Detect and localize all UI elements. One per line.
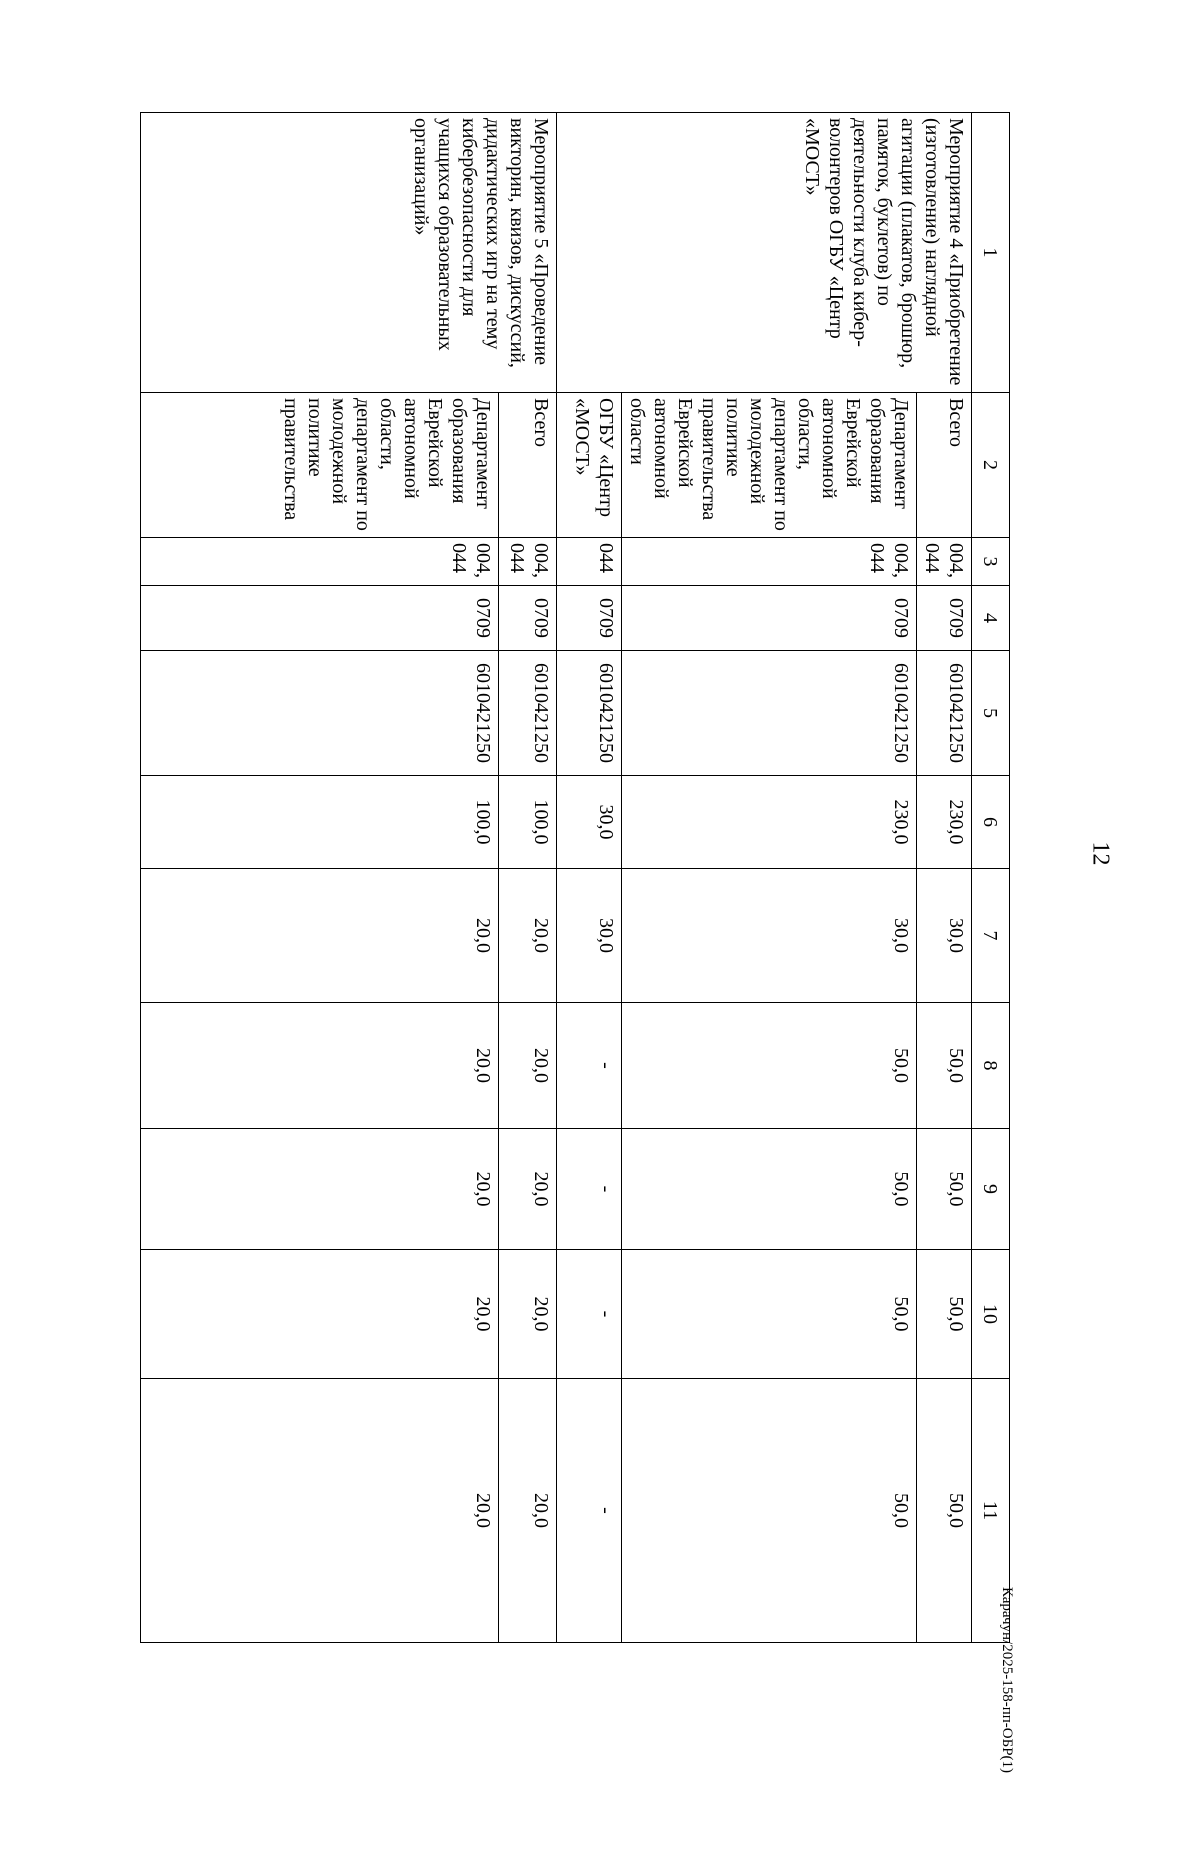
- year-value-cell: 50,0: [622, 1003, 917, 1129]
- target-article-cell: 6010421250: [557, 651, 622, 776]
- total-cell: 100,0: [499, 776, 557, 869]
- year-value-cell: 20,0: [499, 869, 557, 1003]
- table-row: [917, 113, 972, 1643]
- section-cell: 0709: [917, 586, 972, 651]
- code-cell: 004, 044: [499, 538, 557, 586]
- executor-cell: Всего: [499, 393, 557, 538]
- executor-cell: Всего: [917, 393, 972, 538]
- target-article-cell: 6010421250: [141, 651, 499, 776]
- year-value-cell: -: [557, 1379, 622, 1643]
- code-cell: 004, 044: [917, 538, 972, 586]
- year-value-cell: 30,0: [917, 869, 972, 1003]
- budget-table: [140, 112, 1010, 1643]
- rotated-table-container: [140, 112, 1010, 1642]
- year-value-cell: 20,0: [141, 1003, 499, 1129]
- total-cell: 30,0: [557, 776, 622, 869]
- year-value-cell: 30,0: [622, 869, 917, 1003]
- year-value-cell: 20,0: [499, 1003, 557, 1129]
- year-value-cell: 50,0: [917, 1003, 972, 1129]
- header-cell: 11: [972, 1379, 1010, 1643]
- total-cell: 100,0: [141, 776, 499, 869]
- code-cell: 004, 044: [141, 538, 499, 586]
- executor-cell: Департамент образования Еврейской автономной области, департамент по молодежной политике правительства: [141, 393, 499, 538]
- target-article-cell: 6010421250: [622, 651, 917, 776]
- page-number: 12: [1087, 841, 1114, 866]
- total-cell: 230,0: [622, 776, 917, 869]
- year-value-cell: -: [557, 1250, 622, 1379]
- code-cell: 044: [557, 538, 622, 586]
- year-value-cell: 50,0: [917, 1129, 972, 1250]
- year-value-cell: 20,0: [141, 1250, 499, 1379]
- header-cell: 7: [972, 869, 1010, 1003]
- year-value-cell: -: [557, 1003, 622, 1129]
- header-cell: 2: [972, 393, 1010, 538]
- year-value-cell: 50,0: [622, 1129, 917, 1250]
- year-value-cell: 20,0: [499, 1250, 557, 1379]
- code-cell: 004, 044: [622, 538, 917, 586]
- year-value-cell: 20,0: [141, 1379, 499, 1643]
- year-value-cell: -: [557, 1129, 622, 1250]
- year-value-cell: 50,0: [622, 1379, 917, 1643]
- event-description-cell: Мероприятие 4 «Приобретение (изготовление) наглядной агитации (плакатов, брошюр, памяток, буклетов) по деятельности клуба киберволонтеров ОГБУ «Центр «МОСТ»: [557, 113, 972, 393]
- table-header-row: [972, 113, 1010, 1643]
- section-cell: 0709: [499, 586, 557, 651]
- document-footer: Карачун/2025-158-пп-ОБР(1): [999, 1586, 1015, 1774]
- header-cell: 4: [972, 586, 1010, 651]
- year-value-cell: 30,0: [557, 869, 622, 1003]
- section-cell: 0709: [622, 586, 917, 651]
- header-cell: 8: [972, 1003, 1010, 1129]
- year-value-cell: 20,0: [499, 1379, 557, 1643]
- target-article-cell: 6010421250: [917, 651, 972, 776]
- header-cell: 9: [972, 1129, 1010, 1250]
- year-value-cell: 50,0: [917, 1379, 972, 1643]
- executor-cell: ОГБУ «Центр «МОСТ»: [557, 393, 622, 538]
- section-cell: 0709: [557, 586, 622, 651]
- table-row: [499, 113, 557, 1643]
- header-cell: 3: [972, 538, 1010, 586]
- year-value-cell: 20,0: [141, 1129, 499, 1250]
- section-cell: 0709: [141, 586, 499, 651]
- year-value-cell: 20,0: [141, 869, 499, 1003]
- header-cell: 1: [972, 113, 1010, 393]
- executor-cell: Департамент образования Еврейской автономной области, департамент по молодежной политике правительства Еврейской автономной области: [622, 393, 917, 538]
- header-cell: 5: [972, 651, 1010, 776]
- year-value-cell: 50,0: [622, 1250, 917, 1379]
- target-article-cell: 6010421250: [499, 651, 557, 776]
- year-value-cell: 50,0: [917, 1250, 972, 1379]
- event-description-cell: Мероприятие 5 «Проведение викторин, квизов, дискуссий, дидактических игр на тему кибербезопасности для учащихся образовательных организаций»: [141, 113, 557, 393]
- header-cell: 10: [972, 1250, 1010, 1379]
- header-cell: 6: [972, 776, 1010, 869]
- year-value-cell: 20,0: [499, 1129, 557, 1250]
- total-cell: 230,0: [917, 776, 972, 869]
